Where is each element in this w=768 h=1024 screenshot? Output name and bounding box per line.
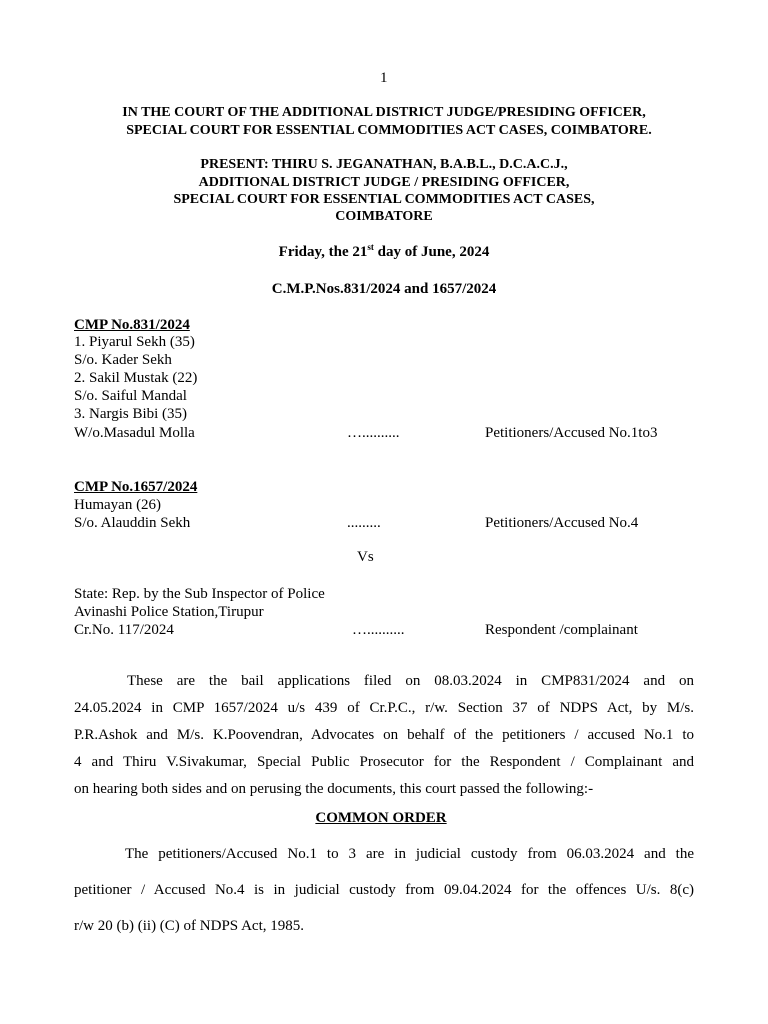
respondent-line: Avinashi Police Station,Tirupur xyxy=(74,604,264,620)
respondent-role: Respondent /complainant xyxy=(485,622,638,638)
paragraph-line: These are the bail applications filed on 08.03.2024 in CMP831/2024 and on xyxy=(127,673,694,689)
paragraph-line: 24.05.2024 in CMP 1657/2024 u/s 439 of Cr.P.C., r/w. Section 37 of NDPS Act, by M/s. xyxy=(74,700,694,716)
paragraph-line: r/w 20 (b) (ii) (C) of NDPS Act, 1985. xyxy=(74,918,304,934)
cmp831-heading: CMP No.831/2024 xyxy=(74,317,190,333)
intro-paragraph xyxy=(74,668,694,803)
cmp831-line: S/o. Kader Sekh xyxy=(74,352,172,368)
page-number: 1 xyxy=(380,70,388,86)
respondent-line: Cr.No. 117/2024 xyxy=(74,622,174,638)
paragraph-line: The petitioners/Accused No.1 to 3 are in judicial custody from 06.03.2024 and the xyxy=(125,846,694,862)
cmp1657-role: Petitioners/Accused No.4 xyxy=(485,515,639,531)
cmp831-line: 3. Nargis Bibi (35) xyxy=(74,406,188,422)
cmp1657-line: Humayan (26) xyxy=(74,497,162,513)
present-line1: PRESENT: THIRU S. JEGANATHAN, B.A.B.L., D.C.A.C.J., xyxy=(200,157,568,172)
cmp831-line: S/o. Saiful Mandal xyxy=(74,388,187,404)
paragraph-line: on hearing both sides and on perusing the documents, this court passed the following:- xyxy=(74,781,594,797)
paragraph-line: petitioner / Accused No.4 is in judicial custody from 09.04.2024 for the offences U/s. 8(c) xyxy=(74,882,694,898)
versus: Vs xyxy=(357,549,374,565)
order-paragraph xyxy=(74,836,694,944)
cmp1657-dots: ......... xyxy=(347,515,381,531)
respondent-dots: ….......... xyxy=(352,622,405,638)
cmp1657-line: S/o. Alauddin Sekh xyxy=(74,515,191,531)
respondent-line: State: Rep. by the Sub Inspector of Police xyxy=(74,586,325,602)
present-line2: ADDITIONAL DISTRICT JUDGE / PRESIDING OFFICER, xyxy=(198,175,570,190)
cmp831-dots: ….......... xyxy=(347,425,400,441)
present-line3: SPECIAL COURT FOR ESSENTIAL COMMODITIES ACT CASES, xyxy=(173,192,595,207)
case-numbers: C.M.P.Nos.831/2024 and 1657/2024 xyxy=(271,281,497,297)
paragraph-line: P.R.Ashok and M/s. K.Poovendran, Advocates on behalf of the petitioners / accused No.1 to xyxy=(74,727,694,743)
cmp1657-heading: CMP No.1657/2024 xyxy=(74,479,198,495)
cmp831-line: 2. Sakil Mustak (22) xyxy=(74,370,198,386)
present-line4: COIMBATORE xyxy=(335,209,433,224)
court-heading-line1: IN THE COURT OF THE ADDITIONAL DISTRICT JUDGE/PRESIDING OFFICER, xyxy=(122,105,646,120)
order-heading: COMMON ORDER xyxy=(315,810,447,826)
paragraph-line: 4 and Thiru V.Sivakumar, Special Public Prosecutor for the Respondent / Complainant and xyxy=(74,754,694,770)
cmp831-line: 1. Piyarul Sekh (35) xyxy=(74,334,195,350)
cmp831-role: Petitioners/Accused No.1to3 xyxy=(485,425,658,441)
cmp831-line: W/o.Masadul Molla xyxy=(74,425,195,441)
court-heading-line2: SPECIAL COURT FOR ESSENTIAL COMMODITIES ACT CASES, COIMBATORE. xyxy=(126,123,652,138)
hearing-date: Friday, the 21st day of June, 2024 xyxy=(278,242,490,260)
